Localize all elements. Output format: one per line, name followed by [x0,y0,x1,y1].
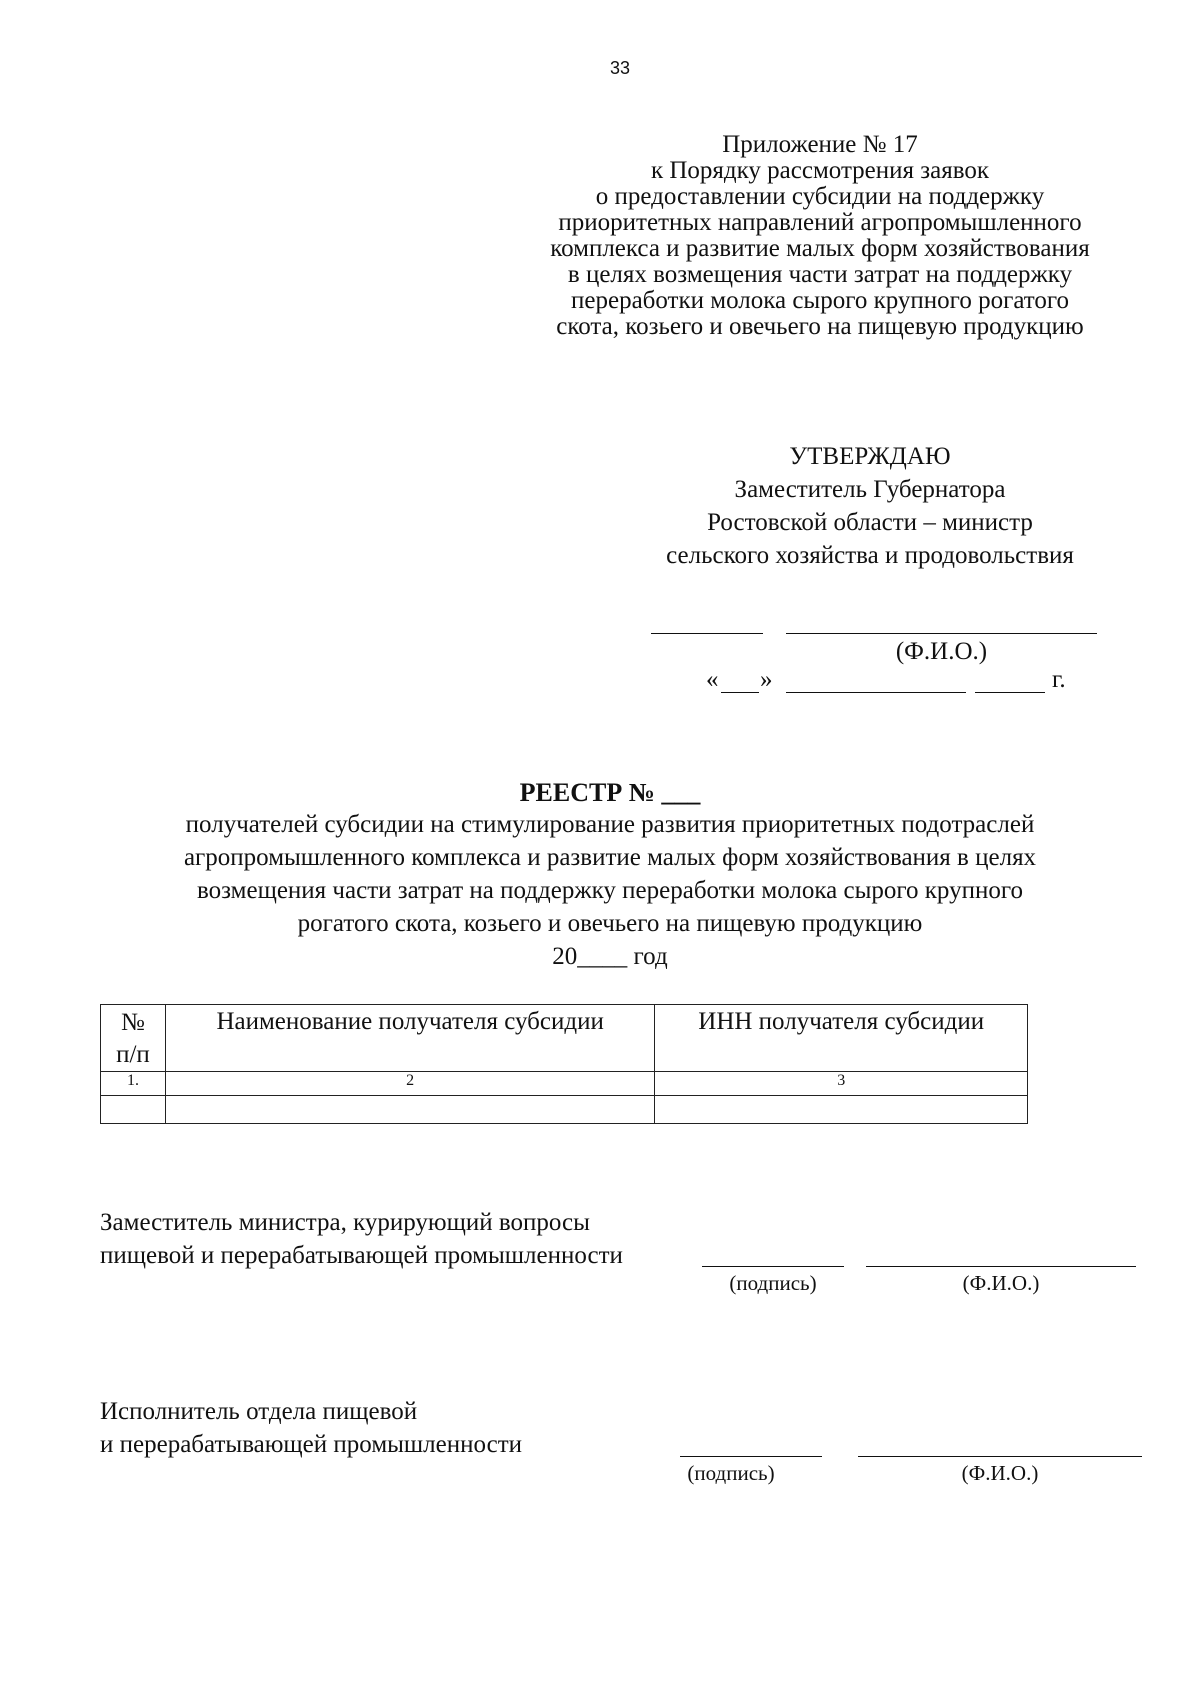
table-index-row [101,1072,1028,1096]
table-cell [101,1096,166,1124]
appendix-line: о предоставлении субсидии на поддержку [595,183,1045,210]
executor-signer-line: Исполнитель отдела пищевой [100,1398,418,1425]
date-year-line [975,692,1045,693]
registry-subtitle [120,808,1100,973]
deputy-signature-line [702,1266,844,1267]
header-recipient-name: Наименование получателя субсидии [165,1005,654,1072]
appendix-line: приоритетных направлений агропромышленного [558,209,1082,236]
page-number: 33 [609,58,631,78]
deputy-sign-label: (подпись) [729,1271,817,1295]
registry-title: РЕЕСТР № ___ [519,778,701,807]
executor-signer-block [100,1395,522,1461]
executor-sign-label: (подпись) [687,1461,775,1485]
executor-signer-line: и перерабатывающей промышленности [100,1431,523,1458]
date-day-line [721,692,759,693]
approval-line: сельского хозяйства и продовольствия [666,542,1074,569]
registry-table [100,1004,1028,1124]
approval-line: Ростовской области – министр [707,509,1033,536]
registry-subtitle-line: возмещения части затрат на поддержку переработки молока сырого крупного [197,877,1023,904]
executor-signature-line [680,1456,822,1457]
table-index-cell: 2 [165,1072,654,1096]
approval-signature-line [651,633,763,634]
header-recipient-inn: ИНН получателя субсидии [655,1005,1028,1072]
deputy-fio-label: (Ф.И.О.) [962,1271,1040,1295]
table-index-cell: 3 [655,1072,1028,1096]
header-number-abbr: п/п [116,1041,150,1068]
approval-fio-label: (Ф.И.О.) [895,638,988,665]
deputy-signer-line: пищевой и перерабатывающей промышленности [100,1242,623,1269]
registry-year-line: 20____ год [552,943,668,970]
date-close-quote: » [760,666,773,693]
registry-subtitle-line: получателей субсидии на стимулирование развития приоритетных подотраслей [185,811,1035,838]
registry-subtitle-line: рогатого скота, козьего и овечьего на пищевую продукцию [297,910,923,937]
appendix-line: скота, козьего и овечьего на пищевую продукцию [556,313,1084,340]
date-open-quote: « [706,666,719,693]
table-cell [165,1096,654,1124]
date-month-line [786,692,966,693]
table-index-cell: 1. [101,1072,166,1096]
table-header-row [101,1005,1028,1072]
approval-heading: УТВЕРЖДАЮ [789,443,951,470]
approval-line: Заместитель Губернатора [734,476,1006,503]
registry-subtitle-line: агропромышленного комплекса и развитие малых форм хозяйствования в целях [183,844,1037,871]
approval-fio-line [786,633,1097,634]
date-year-suffix: г. [1052,666,1066,693]
appendix-line: Приложение № 17 [722,131,918,158]
table-row [101,1096,1028,1124]
appendix-line: к Порядку рассмотрения заявок [650,157,990,184]
executor-fio-label: (Ф.И.О.) [961,1461,1039,1485]
deputy-signer-block [100,1206,623,1272]
approval-block [600,440,1140,572]
executor-fio-line [858,1456,1142,1457]
appendix-line: комплекса и развитие малых форм хозяйствования [550,235,1090,262]
appendix-line: в целях возмещения части затрат на поддержку [567,261,1073,288]
header-number [101,1005,166,1072]
table-cell [655,1096,1028,1124]
deputy-signer-line: Заместитель министра, курирующий вопросы [100,1209,590,1236]
appendix-line: переработки молока сырого крупного рогатого [571,287,1069,314]
header-number-sign: № [121,1009,145,1036]
appendix-block [500,132,1140,340]
deputy-fio-line [866,1266,1136,1267]
